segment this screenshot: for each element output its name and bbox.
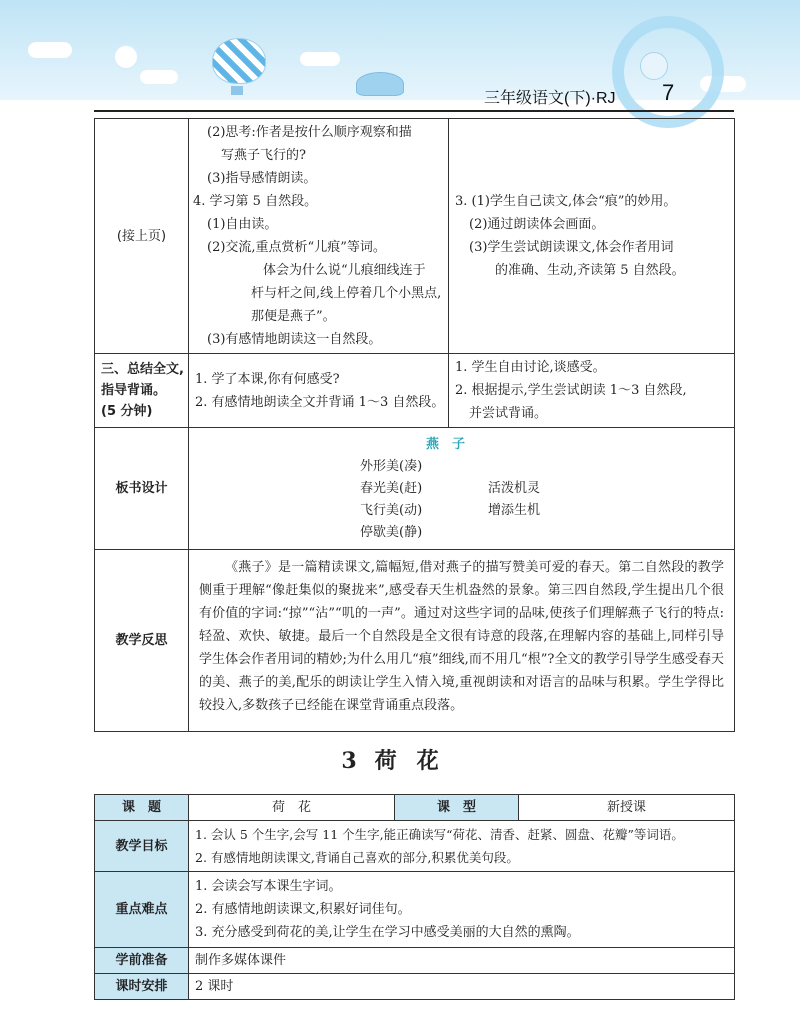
goal-line: 1. 会认 5 个生字,会写 11 个生字,能正确读写“荷花、清香、赶紧、圆盘、花瓣”等词语。	[195, 827, 684, 842]
cloud-icon	[140, 70, 178, 84]
text-line: (2)交流,重点赏析“儿痕”等词。	[207, 240, 386, 255]
board-item: 增添生机	[488, 503, 541, 518]
text-line: 写燕子飞行的?	[221, 148, 306, 163]
text-line: 2. 有感情地朗读全文并背诵 1～3 自然段。	[195, 394, 445, 410]
key-point-line: 1. 会读会写本课生字词。	[195, 879, 342, 894]
row-label: 教学反思	[95, 550, 189, 732]
time-label: 课时安排	[95, 974, 189, 1000]
student-activities	[449, 119, 735, 354]
table-row	[95, 795, 735, 821]
text-line: 1. 学了本课,你有何感受?	[195, 371, 340, 387]
label-line: 三、总结全文,	[101, 362, 184, 377]
text-line: 体会为什么说“儿痕细线连于	[263, 263, 426, 278]
table-row	[95, 872, 735, 948]
goals-content	[189, 821, 735, 872]
type-value: 新授课	[519, 795, 735, 821]
balloon-basket-icon	[231, 86, 243, 95]
table-row	[95, 948, 735, 974]
row-label: 板书设计	[95, 428, 189, 550]
text-line: 2. 根据提示,学生尝试朗读 1～3 自然段,	[455, 383, 687, 398]
text-line: 那便是燕子”。	[251, 309, 336, 324]
text-line: (1)自由读。	[207, 217, 278, 232]
lesson-title	[0, 744, 800, 775]
cloud-icon	[300, 52, 340, 66]
type-label: 课 型	[395, 795, 519, 821]
teacher-activities	[189, 354, 449, 428]
topic-label: 课 题	[95, 795, 189, 821]
lesson-info-table	[94, 794, 735, 1000]
text-line: (2)思考:作者是按什么顺序观察和描	[207, 125, 412, 140]
key-point-line: 3. 充分感受到荷花的美,让学生在学习中感受美丽的大自然的熏陶。	[195, 925, 580, 940]
lesson-plan-table-continued	[94, 118, 735, 732]
label-line: (5 分钟)	[101, 404, 153, 419]
lesson-number: 3	[341, 748, 359, 774]
header-divider	[94, 110, 734, 112]
board-item: 飞行美(动)	[360, 503, 423, 518]
hot-air-balloon-icon	[212, 38, 266, 84]
goal-line: 2. 有感情地朗读课文,背诵自己喜欢的部分,积累优美句段。	[195, 850, 519, 865]
key-points-label: 重点难点	[95, 872, 189, 948]
teaching-reflection: 《燕子》是一篇精读课文,篇幅短,借对燕子的描写赞美可爱的春天。第二自然段的教学侧重于理解“像赶集似的聚拢来”,感受春天生机盎然的景象。第三四自然段,学生提出几个很有价值的字词:“掠”“沾”“叽的一声”。通过对这些字词的品味,使孩子们理解燕子飞行的特点:轻盈、欢快、敏捷。最后一个自然段是全文很有诗意的段落,在理解内容的基础上,同样引导学生体会作者用词的精妙;为什么用几“痕”细线,而不用几“根”?全文的教学引导学生感受春天的美、燕子的美,配乐的朗读让学生入情入境,重视朗读和对语言的品味与积累。学生学得比较投入,多数孩子已经能在课堂背诵重点段落。	[189, 550, 735, 732]
text-line: (3)学生尝试朗读课文,体会作者用词	[469, 240, 674, 255]
label-line: 指导背诵。	[101, 383, 167, 398]
board-design	[189, 428, 735, 550]
text-line: (3)有感情地朗读这一自然段。	[207, 332, 382, 347]
text-line: (2)通过朗读体会画面。	[469, 217, 605, 232]
sun-icon	[113, 44, 139, 70]
text-line: 1. 学生自由讨论,谈感受。	[455, 360, 606, 375]
text-line: 并尝试背诵。	[469, 406, 548, 421]
prep-value: 制作多媒体课件	[189, 948, 735, 974]
board-item: 停歇美(静)	[360, 525, 423, 540]
text-line: 3. (1)学生自己读文,体会“痕”的妙用。	[455, 194, 677, 209]
text-line: 4. 学习第 5 自然段。	[193, 194, 318, 209]
child-telescope-icon	[640, 52, 668, 80]
board-title: 燕 子	[426, 437, 466, 452]
row-label: (接上页)	[95, 119, 189, 354]
topic-value: 荷 花	[189, 795, 395, 821]
text-line: (3)指导感情朗读。	[207, 171, 317, 186]
student-activities	[449, 354, 735, 428]
key-point-line: 2. 有感情地朗读课文,积累好词佳句。	[195, 902, 411, 917]
text-line: 的准确、生动,齐读第 5 自然段。	[495, 263, 685, 278]
table-row	[95, 974, 735, 1000]
teacher-activities	[189, 119, 449, 354]
goals-label: 教学目标	[95, 821, 189, 872]
lesson-name: 荷花	[374, 748, 459, 774]
text-line: 杆与杆之间,线上停着几个小黑点,	[251, 286, 442, 301]
table-row	[95, 821, 735, 872]
table-row	[95, 550, 735, 732]
table-row	[95, 428, 735, 550]
cloud-icon	[28, 42, 72, 58]
board-item: 春光美(赶)	[360, 481, 423, 496]
book-label: 三年级语文(下)·RJ	[484, 90, 616, 107]
kite-icon	[356, 72, 404, 96]
prep-label: 学前准备	[95, 948, 189, 974]
page-number: 7	[662, 80, 675, 105]
row-label	[95, 354, 189, 428]
key-points-content	[189, 872, 735, 948]
board-item: 外形美(凑)	[360, 459, 423, 474]
table-row	[95, 354, 735, 428]
table-row	[95, 119, 735, 354]
time-value: 2 课时	[189, 974, 735, 1000]
board-item: 活泼机灵	[488, 481, 541, 496]
